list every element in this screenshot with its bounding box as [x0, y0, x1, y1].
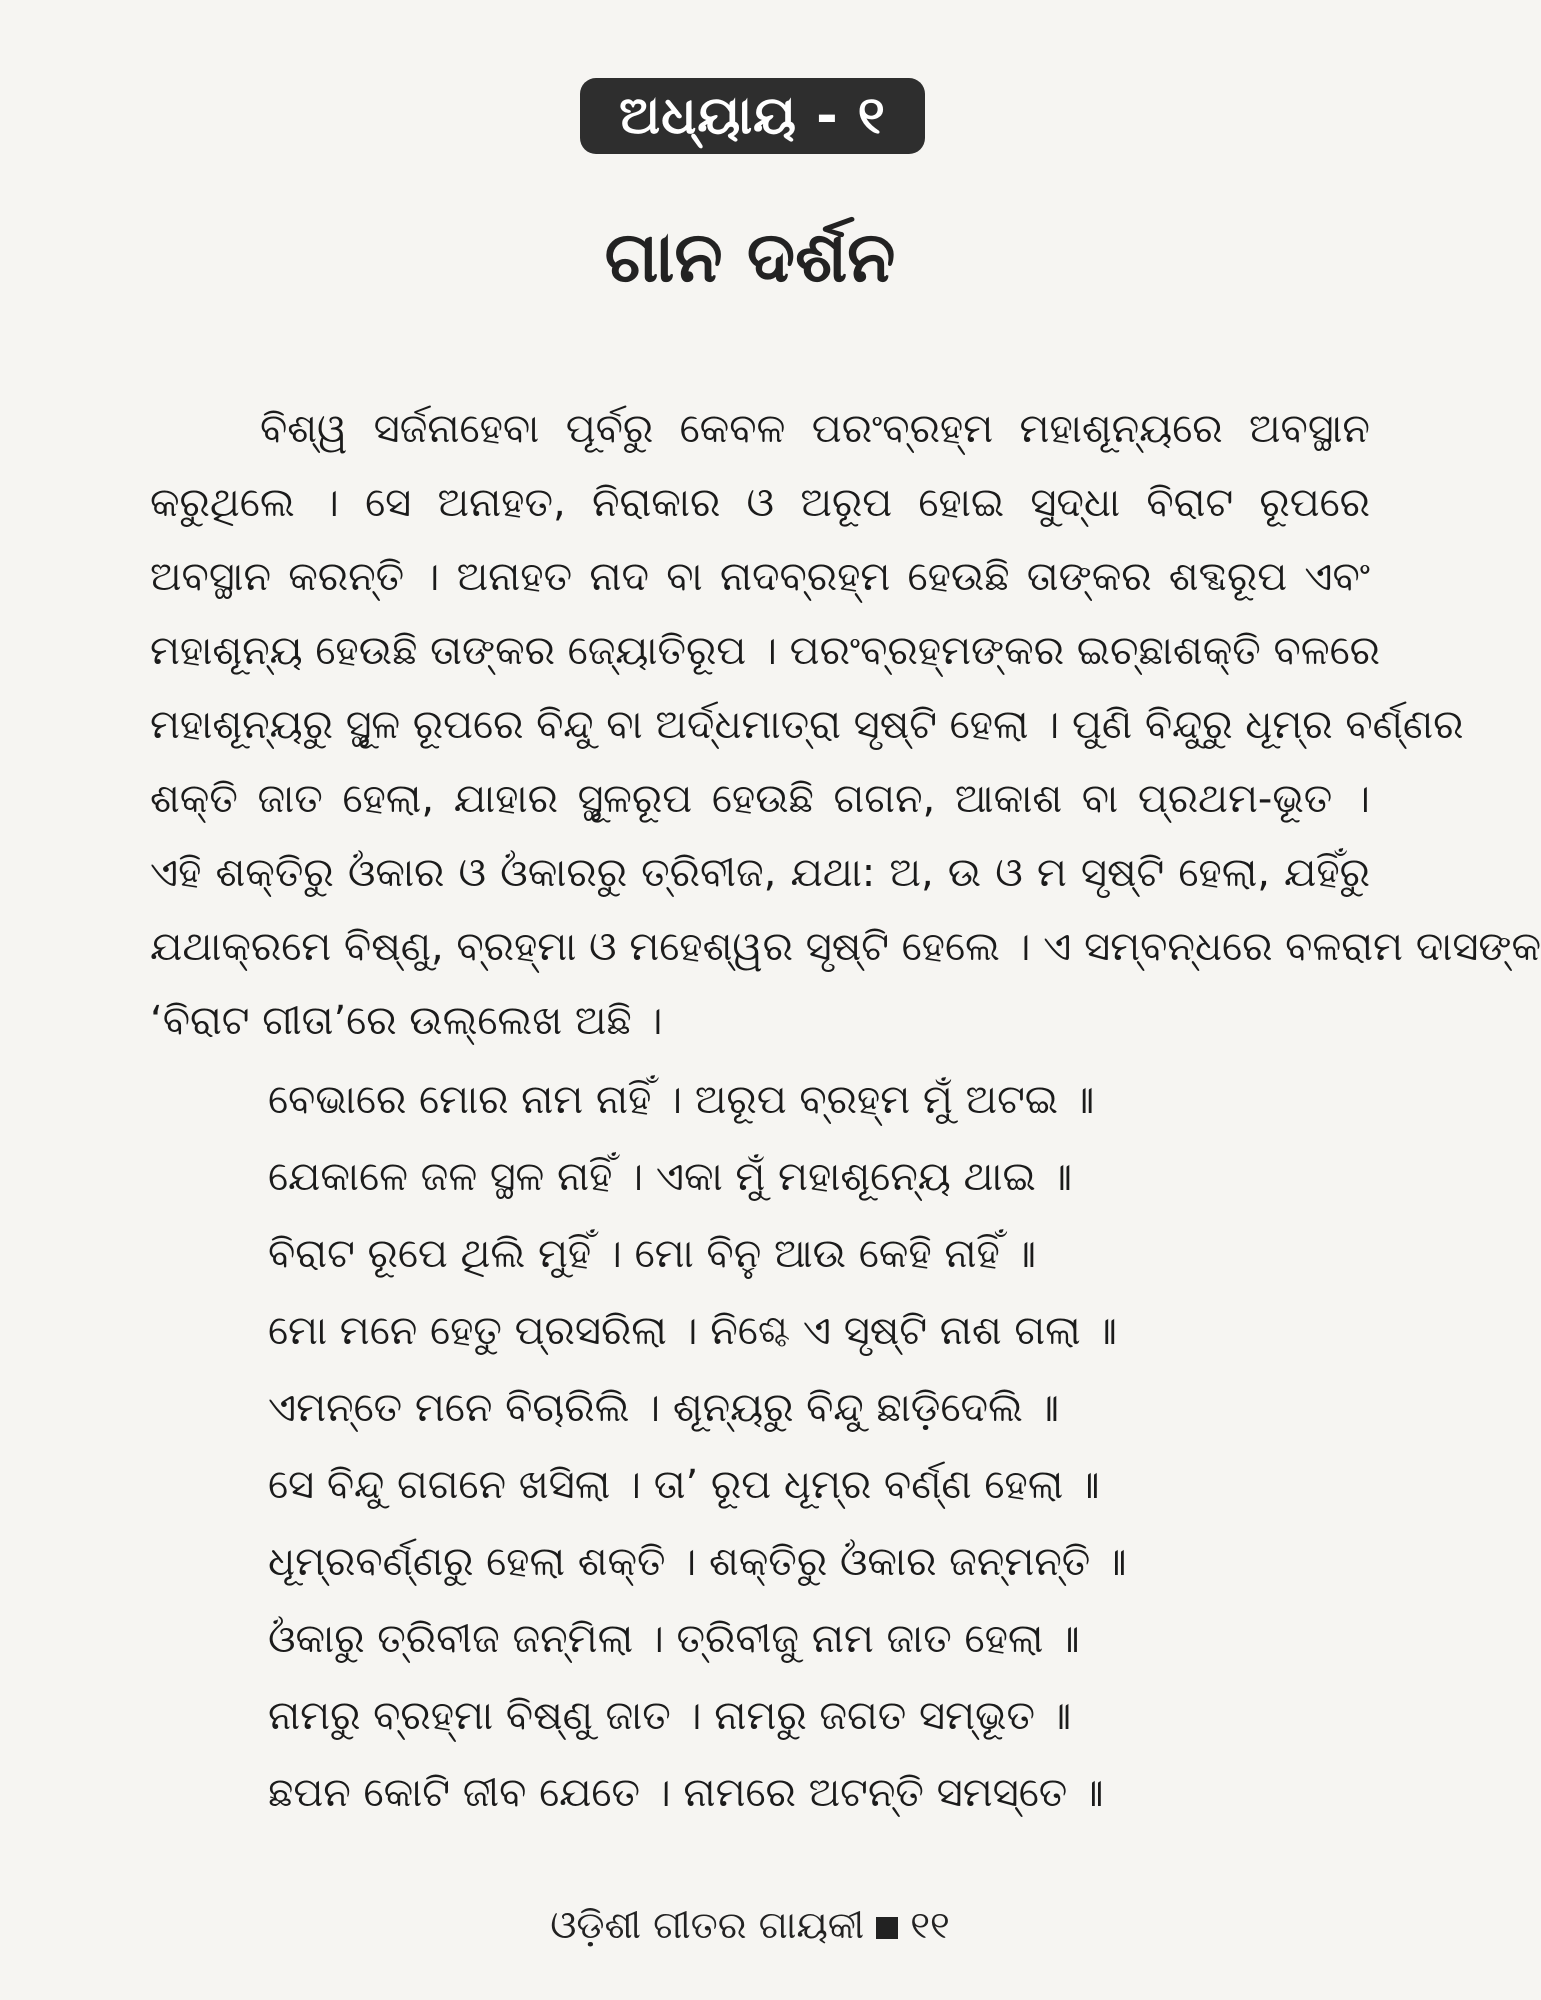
paragraph-line: ଶକ୍ତି ଜାତ ହେଲା, ଯାହାର ସ୍ଥୂଳରୂପ ହେଉଛି ଗଗନ, ଆକାଶ ବା ପ୍ରଥମ-ଭୂତ । [150, 776, 1370, 822]
verse-block [268, 1062, 1228, 1832]
book-title: ଓଡ଼ିଶୀ ଗୀତର ଗାୟକୀ [550, 1903, 865, 1947]
verse-line: ଏମନ୍ତେ ମନେ ବିଚାରିଲି । ଶୂନ୍ୟରୁ ବିନ୍ଦୁ ଛାଡ଼ିଦେଲି ॥ [268, 1385, 1060, 1431]
paragraph-line: କରୁଥିଲେ । ସେ ଅନାହତ, ନିରାକାର ଓ ଅରୂପ ହୋଇ ସୁଦ୍ଧା ବିରାଟ ରୂପରେ [150, 480, 1370, 526]
chapter-badge: ଅଧ୍ୟାୟ - ୧ [580, 78, 925, 154]
verse-line: ସେ ବିନ୍ଦୁ ଗଗନେ ଖସିଲା । ତା’ ରୂପ ଧୂମ୍ର ବର୍ଣ୍ଣ ହେଲା ॥ [268, 1462, 1100, 1508]
verse-line: ଯେକାଳେ ଜଳ ସ୍ଥଳ ନାହିଁ । ଏକା ମୁଁ ମହାଶୂନ୍ୟେ ଥାଇ ॥ [268, 1154, 1073, 1200]
paragraph-line: ଯଥାକ୍ରମେ ବିଷ୍ଣୁ, ବ୍ରହ୍ମା ଓ ମହେଶ୍ୱର ସୃଷ୍ଟି ହେଲେ । ଏ ସମ୍ବନ୍ଧରେ ବଳରାମ ଦାସଙ୍କ [150, 924, 1541, 970]
paragraph-line: ଅବସ୍ଥାନ କରନ୍ତି । ଅନାହତ ନାଦ ବା ନାଦବ୍ରହ୍ମ ହେଉଛି ତାଙ୍କର ଶବ୍ଦରୂପ ଏବଂ [150, 554, 1370, 600]
paragraph-line: ମହାଶୂନ୍ୟ ହେଉଛି ତାଙ୍କର ଜ୍ୟୋତିରୂପ । ପରଂବ୍ରହ୍ମଙ୍କର ଇଚ୍ଛାଶକ୍ତି ବଳରେ [150, 628, 1381, 674]
page-footer [0, 1900, 1500, 1950]
verse-line: ଓଁକାରୁ ତ୍ରିବୀଜ ଜନ୍ମିଲା । ତ୍ରିବୀଜୁ ନାମ ଜାତ ହେଲା ॥ [268, 1616, 1080, 1662]
paragraph-line: ମହାଶୂନ୍ୟରୁ ସ୍ଥୂଳ ରୂପରେ ବିନ୍ଦୁ ବା ଅର୍ଦ୍ଧମାତ୍ରା ସୃଷ୍ଟି ହେଲା । ପୁଣି ବିନ୍ଦୁରୁ ଧୂମ୍ର ବର୍ଣ୍ଣର [150, 702, 1464, 748]
intro-paragraph [150, 392, 1541, 1058]
paragraph-line: ‘ବିରାଟ ଗୀତା’ରେ ଉଲ୍ଲେଖ ଅଛି । [150, 998, 663, 1044]
verse-line: ଛପନ କୋଟି ଜୀବ ଯେତେ । ନାମରେ ଅଟନ୍ତି ସମସ୍ତେ ॥ [268, 1770, 1104, 1816]
verse-line: ମୋ ମନେ ହେତୁ ପ୍ରସରିଲା । ନିଶ୍ଚେ ଏ ସୃଷ୍ଟି ନାଶ ଗଲା ॥ [268, 1308, 1117, 1354]
verse-line: ନାମରୁ ବ୍ରହ୍ମା ବିଷ୍ଣୁ ଜାତ । ନାମରୁ ଜଗତ ସମ୍ଭୂତ ॥ [268, 1693, 1072, 1739]
paragraph-line: ବିଶ୍ୱ ସର୍ଜନାହେବା ପୂର୍ବରୁ କେବଳ ପରଂବ୍ରହ୍ମ ମହାଶୂନ୍ୟରେ ଅବସ୍ଥାନ [260, 406, 1370, 452]
verse-line: ବିରାଟ ରୂପେ ଥିଲି ମୁହିଁ । ମୋ ବିନୁ ଆଉ କେହି ନାହିଁ ॥ [268, 1231, 1037, 1277]
verse-line: ବେଭାରେ ମୋର ନାମ ନାହିଁ । ଅରୂପ ବ୍ରହ୍ମ ମୁଁ ଅଟଇ ॥ [268, 1077, 1095, 1123]
verse-line: ଧୂମ୍ରବର୍ଣ୍ଣରୁ ହେଲା ଶକ୍ତି । ଶକ୍ତିରୁ ଓଁକାର ଜନ୍ମନ୍ତି ॥ [268, 1539, 1127, 1585]
paragraph-line: ଏହି ଶକ୍ତିରୁ ଓଁକାର ଓ ଓଁକାରରୁ ତ୍ରିବୀଜ, ଯଥା: ଅ, ଉ ଓ ମ ସୃଷ୍ଟି ହେଲା, ଯହିଁରୁ [150, 850, 1370, 896]
page-number: ୧୧ [910, 1903, 950, 1947]
square-separator-icon [876, 1917, 898, 1939]
chapter-title: ଗାନ ଦର୍ଶନ [604, 216, 896, 298]
